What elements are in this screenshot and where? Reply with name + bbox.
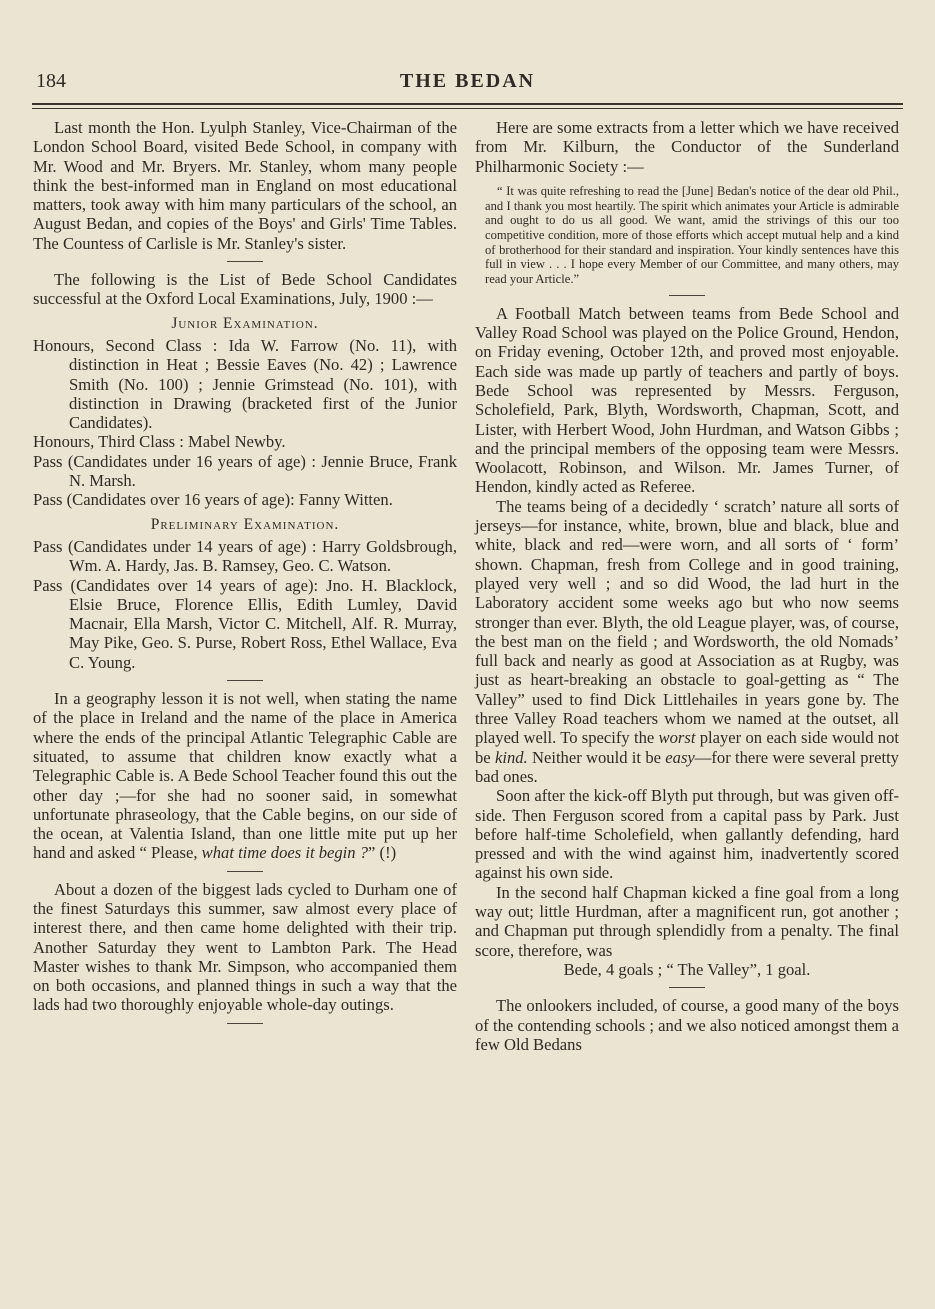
teams-italic-worst: worst bbox=[658, 728, 696, 748]
first-half-paragraph: Soon after the kick-off Blyth put through, but was given off-side. Then Ferguson scored from a capital pass by Park. Just before half-time Scholefield, when gallantly defending, hard pressed and with the wind against him, inadvertently scored against his own side. bbox=[475, 786, 899, 883]
header-rule bbox=[32, 103, 903, 105]
teams-italic-easy: easy bbox=[665, 747, 695, 767]
right-column bbox=[475, 118, 899, 1054]
prelim-pass-over-14: Pass (Candidates over 14 years of age): Jno. H. Blacklock, Elsie Bruce, Florence Ellis, Edith Lumley, David Macnair, Ella Marsh, Victor C. Mitchell, Alf. R. Murray, May Pike, Geo. S. Purse, Robert Ross, Ethel Wallace, Eva C. Young. bbox=[33, 575, 457, 672]
section-divider bbox=[227, 871, 263, 872]
section-divider bbox=[227, 680, 263, 681]
onlookers-paragraph: The onlookers included, of course, a good many of the boys of the contending schools ; and we also noticed amongst them a few Old Bedans bbox=[475, 996, 899, 1054]
geography-italic: what time does it begin ? bbox=[201, 843, 369, 863]
quote-text: “ It was quite refreshing to read the [June] Bedan's notice of the dear old Phil., and I thank you most heartily. The spirit which animates your Article is admirable and ought to do us all good. We want, amid the strivings of this our too competitive condition, more of those efforts which accept mutual help and a kind of brotherhood for their standard and inspiration. Your kindly sentences have this full in view . . . I hope every Member of our Committee, and many others, may read your Article.” bbox=[485, 183, 899, 287]
cycling-paragraph: About a dozen of the biggest lads cycled to Durham one of the finest Saturdays this summer, saw almost every place of interest there, and then came home delighted with their trip. Another Saturday they went to Lambton Park. The Head Master wishes to thank Mr. Simpson, who accompanied them on both occasions, and planned things in such a way that the lads had two thoroughly enjoyable whole-day outings. bbox=[33, 879, 457, 1015]
teams-italic-kind: kind. bbox=[494, 747, 528, 767]
geography-text: In a geography lesson it is not well, when stating the name of the place in Ireland and the name of the place in America where the ends of the principal Atlantic Telegraphic Cable are situated, to assume that children know exactly what a Telegraphic Cable is. A Bede School Teacher found this out the other day ;—for she had no sooner said, in somewhat unfortunate phraseology, that the Cable begins, on our side of the ocean, at Valentia Island, than one little mite put up her hand and asked “ Please, bbox=[33, 689, 457, 863]
junior-exam-heading: Junior Examination. bbox=[171, 314, 319, 332]
teams-text-a: The teams being of a decidedly ‘ scratch’ nature all sorts of jerseys—for instance, white, brown, blue and black, blue and white, black and red—were worn, and all sorts of ‘ form’ shown. Chapman, fresh from College and in good training, played very well ; and so did Wood, the lad hurt in the Laboratory accident some weeks ago but who now seems stronger than ever. Blyth, the old League player, was, of course, the best man on the field ; and Wordsworth, the old Nomads’ full back and nearly as good at Association as at Rugby, was just as heart-breaking an obstacle to goal-getting as “ The Valley” used to find Dick Littlehailes in years gone by. The three Valley Road teachers whom we named at the outset, all played well. To specify the bbox=[475, 496, 899, 748]
section-divider bbox=[669, 295, 705, 296]
page-title: THE BEDAN bbox=[399, 70, 536, 92]
left-column bbox=[33, 118, 457, 1032]
prelim-pass-under-14: Pass (Candidates under 14 years of age) : Harry Goldsbrough, Wm. A. Hardy, Jas. B. Ramsey, Geo. C. Watson. bbox=[33, 536, 457, 576]
teams-text-d: —for there were several pretty bad ones. bbox=[475, 747, 899, 786]
teams-paragraph bbox=[475, 497, 899, 786]
second-half-paragraph: In the second half Chapman kicked a fine goal from a long way out; little Hurdman, after a magnificent run, got another ; and Chapman put through splendidly from a penalty. The final score, therefore, was bbox=[475, 882, 899, 960]
section-divider bbox=[227, 261, 263, 262]
teams-text-b: player on each side would not be bbox=[475, 728, 900, 767]
header-rule-thin bbox=[32, 108, 903, 109]
geography-end: ” (!) bbox=[368, 843, 397, 863]
kilburn-letter-quote bbox=[475, 184, 899, 287]
junior-pass-under-16: Pass (Candidates under 16 years of age) : Jennie Bruce, Frank N. Marsh. bbox=[33, 451, 457, 491]
page-number: 184 bbox=[36, 70, 66, 92]
geography-lesson-paragraph bbox=[33, 689, 457, 863]
section-divider bbox=[669, 987, 705, 988]
junior-honours-second: Honours, Second Class : Ida W. Farrow (No. 11), with distinction in Heat ; Bessie Eaves (No. 42) ; Lawrence Smith (No. 100) ; Jennie Grimstead (No. 101), with distinction in Drawing (bracketed first of the Junior Candidates). bbox=[33, 335, 457, 433]
junior-honours-third: Honours, Third Class : Mabel Newby. bbox=[33, 432, 286, 452]
stanley-visit-paragraph: Last month the Hon. Lyulph Stanley, Vice-Chairman of the London School Board, visited Bede School, in company with Mr. Wood and Mr. Bryers. Mr. Stanley, whom many people think the best-informed man in England on most educational matters, took away with him many particulars of the school, an August Bedan, and copies of the Boys' and Girls' Time Tables. The Countess of Carlisle is Mr. Stanley's sister. bbox=[33, 118, 457, 253]
kilburn-letter-intro: Here are some extracts from a letter which we have received from Mr. Kilburn, the Conductor of the Sunderland Philharmonic Society :— bbox=[475, 118, 899, 176]
preliminary-exam-heading: Preliminary Examination. bbox=[150, 515, 340, 533]
section-divider bbox=[227, 1023, 263, 1024]
final-score: Bede, 4 goals ; “ The Valley”, 1 goal. bbox=[563, 959, 811, 979]
football-match-paragraph: A Football Match between teams from Bede School and Valley Road School was played on the Police Ground, Hendon, on Friday evening, October 12th, and proved most enjoyable. Each side was made up partly of teachers and partly of boys. Bede School was represented by Messrs. Ferguson, Scholefield, Park, Blyth, Wordsworth, Chapman, Scott, and Lister, with Herbert Wood, John Hurdman, and Watson Gibbs ; and the principal members of the opposing team were Messrs. Woolacott, Robinson, and Wilson. Mr. James Turner, of Hendon, kindly acted as Referee. bbox=[475, 303, 899, 497]
exam-list-intro: The following is the List of Bede School Candidates successful at the Oxford Local Examinations, July, 1900 :— bbox=[33, 270, 457, 309]
teams-text-c: Neither would it be bbox=[531, 747, 661, 767]
junior-pass-over-16: Pass (Candidates over 16 years of age): Fanny Witten. bbox=[33, 490, 393, 510]
